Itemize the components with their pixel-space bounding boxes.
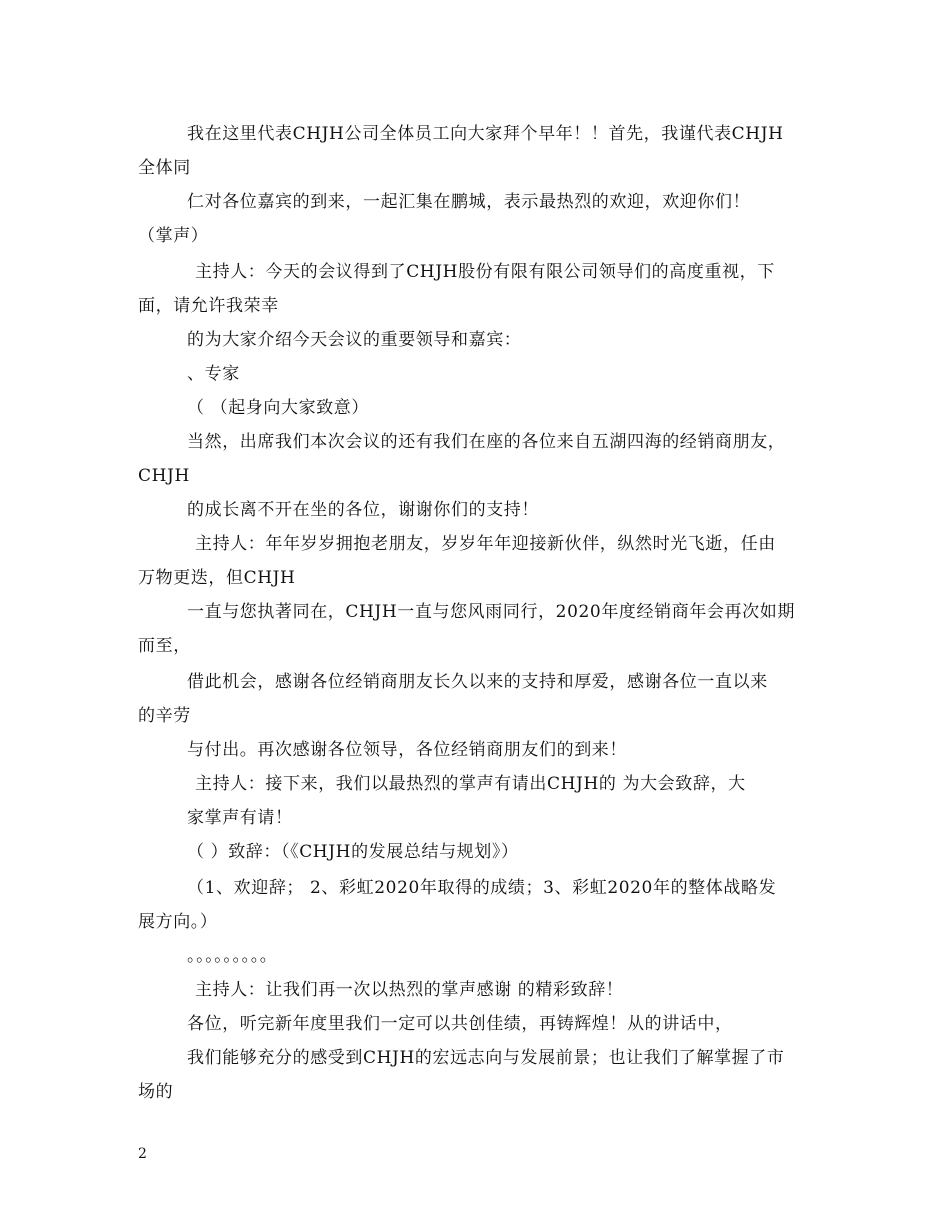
text-line: 我们能够充分的感受到CHJH的宏远志向与发展前景；也让我们了解掌握了市 xyxy=(187,1048,785,1068)
text-line: 一直与您执著同在，CHJH一直与您风雨同行，2020年度经销商年会再次如期 xyxy=(187,602,795,622)
text-line: 当然，出席我们本次会议的还有我们在座的各位来自五湖四海的经销商朋友， xyxy=(187,432,786,452)
text-line: 与付出。再次感谢各位领导，各位经销商朋友们的到来！ xyxy=(187,740,627,760)
text-line: （ ）致辞：（《CHJH的发展总结与规划》） xyxy=(187,842,519,862)
text-line: 的辛劳 xyxy=(138,706,191,726)
text-line: 展方向。） xyxy=(138,912,218,932)
text-line: 主持人：年年岁岁拥抱老朋友，岁岁年年迎接新伙伴，纵然时光飞逝，任由 xyxy=(195,534,776,554)
text-line: 家掌声有请！ xyxy=(187,808,293,828)
text-line: 主持人：今天的会议得到了CHJH股份有限有限公司领导们的高度重视，下 xyxy=(195,262,775,282)
text-line: CHJH xyxy=(138,466,190,486)
text-line: 面，请允许我荣幸 xyxy=(138,296,279,316)
text-line: 主持人：接下来，我们以最热烈的掌声有请出CHJH的 为大会致辞，大 xyxy=(195,774,746,794)
text-line: 场的 xyxy=(138,1082,174,1102)
text-line: 、专家 xyxy=(187,364,240,384)
text-line: 主持人：让我们再一次以热烈的掌声感谢 的精彩致辞！ xyxy=(195,980,624,1000)
text-line: 。。。。。。。。。 xyxy=(187,946,278,966)
text-line: 仁对各位嘉宾的到来，一起汇集在鹏城，表示最热烈的欢迎，欢迎你们！ xyxy=(187,192,751,212)
text-line: （1、欢迎辞； 2、彩虹2020年取得的成绩；3、彩虹2020年的整体战略发 xyxy=(187,878,777,898)
text-line: （掌声） xyxy=(138,226,209,246)
page-number: 2 xyxy=(138,1146,147,1162)
text-line: 而至， xyxy=(138,636,191,656)
text-line: 各位，听完新年度里我们一定可以共创佳绩，再铸辉煌！从的讲话中， xyxy=(187,1014,733,1034)
text-line: 我在这里代表CHJH公司全体员工向大家拜个早年！！首先，我谨代表CHJH xyxy=(187,124,784,144)
text-line: 借此机会，感谢各位经销商朋友长久以来的支持和厚爱，感谢各位一直以来 xyxy=(187,672,768,692)
text-line: 的成长离不开在坐的各位，谢谢你们的支持！ xyxy=(187,500,539,520)
text-line: 全体同 xyxy=(138,158,191,178)
text-line: 的为大家介绍今天会议的重要领导和嘉宾： xyxy=(187,330,522,350)
text-line: （ （起身向大家致意） xyxy=(187,398,370,418)
text-line: 万物更迭，但CHJH xyxy=(138,568,296,588)
